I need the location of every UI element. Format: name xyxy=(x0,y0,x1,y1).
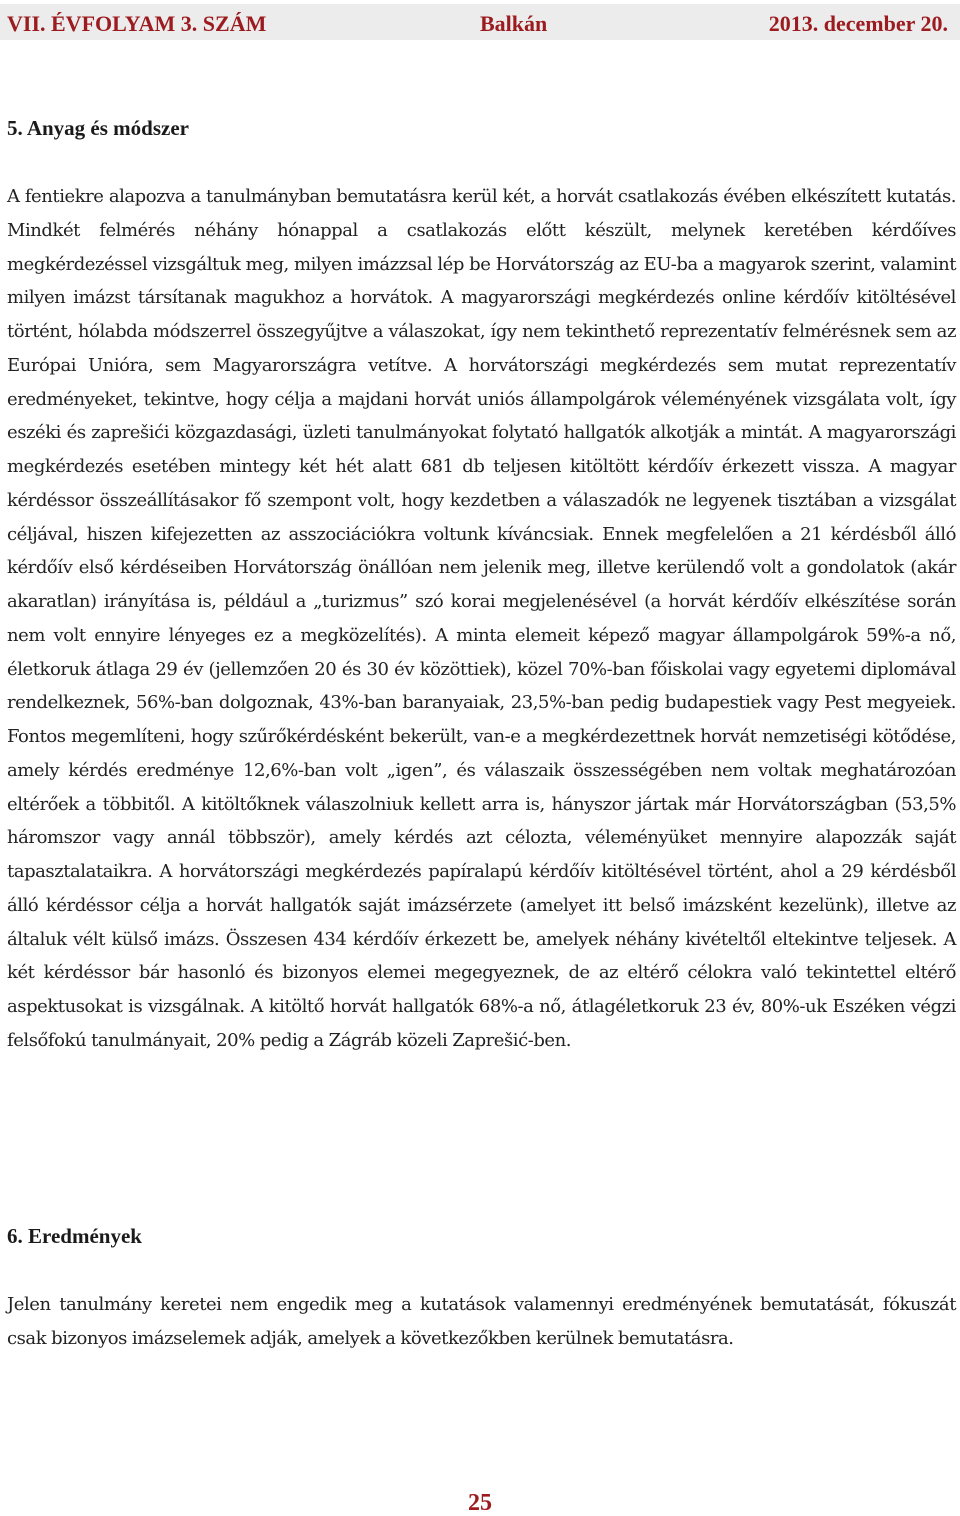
results-paragraph: Jelen tanulmány keretei nem engedik meg a kutatások valamennyi eredményének bemutatását, fókuszát csak bizonyos imázselemek adják, amelyek a következőkben kerülnek bemutatásra. xyxy=(7,1294,956,1349)
section-heading-results: 6. Eredmények xyxy=(7,1224,142,1248)
section-heading-methods: 5. Anyag és módszer xyxy=(7,116,189,140)
journal-section-label: Balkán xyxy=(480,11,548,36)
methods-paragraph: A fentiekre alapozva a tanulmányban bemutatásra kerül két, a horvát csatlakozás évében elkészített kutatás. Mindkét felmérés néhány hónappal a csatlakozás előtt készült, melynek keretében kérdőíves megkérdezéssel vizsgáltuk meg, milyen imázzsal lép be Horvátország az EU-ba a magyarok szerint, valamint milyen imázst társítanak magukhoz a horvátok. A magyarországi megkérdezés online kérdőív kitöltésével történt, hólabda módszerrel összegyűjtve a válaszokat, így nem tekinthető reprezentatív felmérésnek sem az Európai Unióra, sem Magyarországra vetítve. A horvátországi megkérdezés sem mutat reprezentatív eredményeket, tekintve, hogy célja a majdani horvát uniós állampolgárok véleményének vizsgálata volt, így eszéki és zaprešići közgazdasági, üzleti tanulmányokat folytató hallgatók alkotják a mintát. A magyarországi megkérdezés esetében mintegy két hét alatt 681 db teljesen kitöltött kérdőív érkezett vissza. A magyar kérdéssor összeállításakor fő szempont volt, hogy kezdetben a válaszadók ne legyenek tisztában a vizsgálat céljával, hiszen kifejezetten az asszociációkra voltunk kíváncsiak. Ennek megfelelően a 21 kérdésből álló kérdőív első kérdéseiben Horvátország önállóan nem jelenik meg, illetve kerülendő volt a gondolatok (akár akaratlan) irányítása is, például a „turizmus” szó korai megjelenésével (a horvát kérdőív elkészítése során nem volt ennyire lényeges ez a megközelítés). A minta elemeit képező magyar állampolgárok 59%-a nő, életkoruk átlaga 29 év (jellemzően 20 és 30 év közöttiek), közel 70%-ban főiskolai vagy egyetemi diplomával rendelkeznek, 56%-ban dolgoznak, 43%-ban baranyaiak, 23,5%-ban pedig budapestiek vagy Pest megyeiek. Fontos megemlíteni, hogy szűrőkérdésként bekerült, van-e a megkérdezettnek horvát nemzetiségi kötődése, amely kérdés eredménye 12,6%-ban volt „igen”, és válaszaik összességében nem voltak meghatározóan eltérőek a többitől. A kitöltőknek válaszolniuk kellett arra is, hányszor jártak már Horvátországban (53,5% háromszor vagy annál többször), amely kérdés azt célozta, véleményüket mennyire alapozzák saját tapasztalataikra. A horvátországi megkérdezés papíralapú kérdőív kitöltésével történt, ahol a 29 kérdésből álló kérdéssor célja a horvát hallgatók saját imázsérzete (amelyet itt belső imázsként kezelünk), illetve az általuk vélt külső imázs. Összesen 434 kérdőív érkezett be, amelyek néhány kivételtől eltekintve teljesek. A két kérdéssor bár hasonló és bizonyos elemei megegyeznek, de az eltérő célokra való tekintettel eltérő aspektusokat is vizsgálnak. A kitöltő horvát hallgatók 68%-a nő, átlagéletkoruk 23 év, 80%-uk Eszéken végzi felsőfokú tanulmányait, 20% pedig a Zágráb közeli Zaprešić-ben. xyxy=(7,186,956,1051)
journal-volume-label: VII. ÉVFOLYAM 3. SZÁM xyxy=(7,11,267,36)
publication-date-label: 2013. december 20. xyxy=(768,11,948,36)
running-header xyxy=(0,4,960,40)
page-number: 25 xyxy=(468,1490,492,1516)
